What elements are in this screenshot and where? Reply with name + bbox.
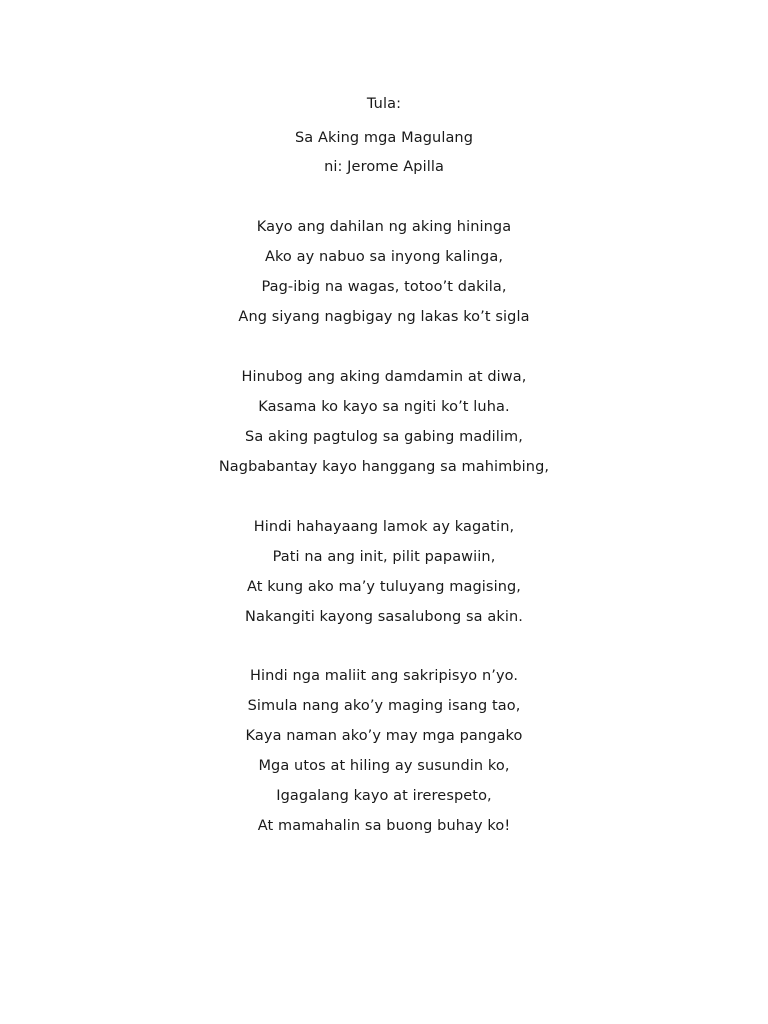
poem-line: At mamahalin sa buong buhay ko! — [257, 818, 511, 834]
poem-line: Hindi hahayaang lamok ay kagatin, — [253, 519, 515, 535]
poem-line: Igagalang kayo at irerespeto, — [276, 788, 492, 804]
poem-title: Sa Aking mga Magulang — [294, 130, 474, 146]
poem-line: Sa aking pagtulog sa gabing madilim, — [245, 429, 523, 445]
poem-line: Mga utos at hiling ay susundin ko, — [258, 758, 510, 774]
poem-line: Kayo ang dahilan ng aking hininga — [256, 219, 512, 235]
poem-line: At kung ako ma’y tuluyang magising, — [246, 579, 522, 595]
poem-line: Pati na ang init, pilit papawiin, — [272, 549, 496, 565]
poem-line: Kasama ko kayo sa ngiti ko’t luha. — [258, 399, 510, 415]
poem-line: Hinubog ang aking damdamin at diwa, — [241, 369, 527, 385]
poem-line: Kaya naman ako’y may mga pangako — [245, 728, 523, 744]
poem-line: Nagbabantay kayo hanggang sa mahimbing, — [218, 459, 550, 475]
poem-author: ni: Jerome Apilla — [324, 159, 444, 175]
poem-line: Simula nang ako’y maging isang tao, — [247, 698, 521, 714]
poem-line: Hindi nga maliit ang sakripisyo n’yo. — [249, 668, 519, 684]
poem-line: Pag-ibig na wagas, totoo’t dakila, — [261, 279, 507, 295]
poem-line: Nakangiti kayong sasalubong sa akin. — [245, 609, 523, 625]
poem-line: Ang siyang nagbigay ng lakas ko’t sigla — [238, 309, 530, 325]
poem-line: Ako ay nabuo sa inyong kalinga, — [264, 249, 504, 265]
poem-label: Tula: — [366, 96, 402, 112]
